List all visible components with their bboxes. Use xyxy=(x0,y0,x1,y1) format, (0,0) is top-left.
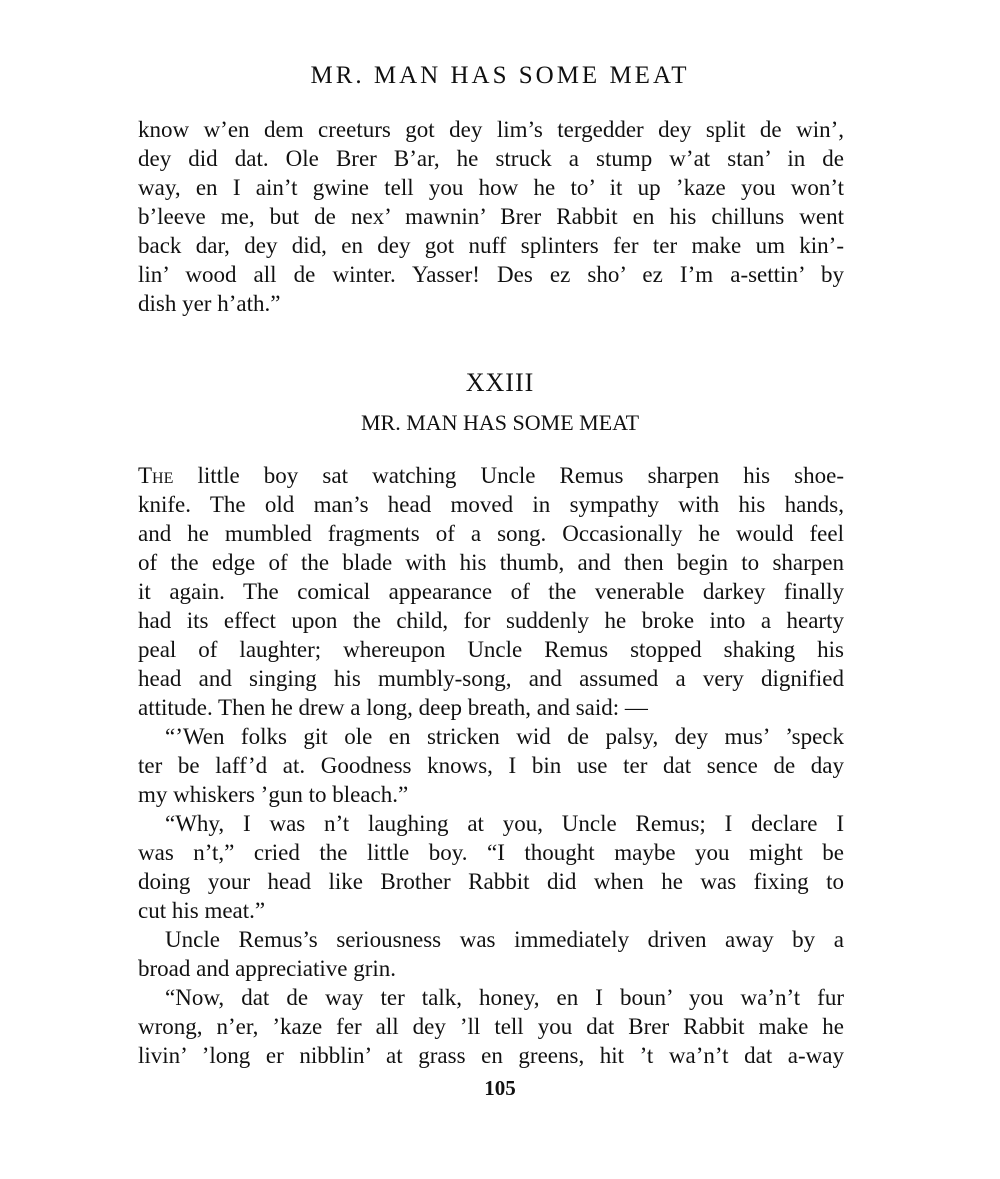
opening-word: The xyxy=(138,463,174,488)
text-line: of the edge of the blade with his thumb, and then begin to sharpen xyxy=(138,550,844,575)
text-line: peal of laughter; whereupon Uncle Remus stopped shaking his xyxy=(138,637,844,662)
text-line: “Why, I was n’t laughing at you, Uncle Remus; I declare I xyxy=(165,811,844,836)
text-line: attitude. Then he drew a long, deep breath, and said: — xyxy=(138,695,648,720)
text-line: my whiskers ’gun to bleach.” xyxy=(138,782,409,807)
text-line: broad and appreciative grin. xyxy=(138,956,396,981)
text-line: wrong, n’er, ’kaze fer all dey ’ll tell you dat Brer Rabbit make he xyxy=(138,1014,844,1039)
text-line: livin’ ’long er nibblin’ at grass en greens, hit ’t wa’n’t dat a-way xyxy=(138,1043,844,1068)
page-number: 105 xyxy=(484,1076,516,1100)
text-line: doing your head like Brother Rabbit did when he was fixing to xyxy=(138,869,844,894)
text-line: knife. The old man’s head moved in sympathy with his hands, xyxy=(138,492,844,517)
chapter-opening-line xyxy=(138,461,844,490)
text-line: “Now, dat de way ter talk, honey, en I boun’ you wa’n’t fur xyxy=(165,985,844,1010)
text-line: “’Wen folks git ole en stricken wid de palsy, dey mus’ ’speck xyxy=(165,724,844,749)
opening-rest: little boy sat watching Uncle Remus sharpen his shoe- xyxy=(173,463,844,488)
text-line: b’leeve me, but de nex’ mawnin’ Brer Rabbit en his chilluns went xyxy=(138,204,844,229)
text-line: lin’ wood all de winter. Yasser! Des ez sho’ ez I’m a-settin’ by xyxy=(138,262,844,287)
text-line: back dar, dey did, en dey got nuff splinters fer ter make um kin’- xyxy=(138,233,844,258)
chapter-number: XXIII xyxy=(465,368,535,397)
text-line: head and singing his mumbly-song, and assumed a very dignified xyxy=(138,666,844,691)
running-head: MR. MAN HAS SOME MEAT xyxy=(310,62,690,89)
text-line: way, en I ain’t gwine tell you how he to’ it up ’kaze you won’t xyxy=(138,175,844,200)
text-line: and he mumbled fragments of a song. Occasionally he would feel xyxy=(138,521,844,546)
text-line: know w’en dem creeturs got dey lim’s tergedder dey split de win’, xyxy=(138,117,844,142)
text-line: was n’t,” cried the little boy. “I thought maybe you might be xyxy=(138,840,844,865)
text-line: Uncle Remus’s seriousness was immediately driven away by a xyxy=(165,927,844,952)
text-line: dish yer h’ath.” xyxy=(138,291,281,316)
chapter-title: MR. MAN HAS SOME MEAT xyxy=(360,410,640,435)
text-line: had its effect upon the child, for suddenly he broke into a hearty xyxy=(138,608,844,633)
text-line: it again. The comical appearance of the venerable darkey finally xyxy=(138,579,844,604)
text-line: ter be laff’d at. Goodness knows, I bin use ter dat sence de day xyxy=(138,753,844,778)
text-line: cut his meat.” xyxy=(138,898,266,923)
text-line: dey did dat. Ole Brer B’ar, he struck a stump w’at stan’ in de xyxy=(138,146,844,171)
